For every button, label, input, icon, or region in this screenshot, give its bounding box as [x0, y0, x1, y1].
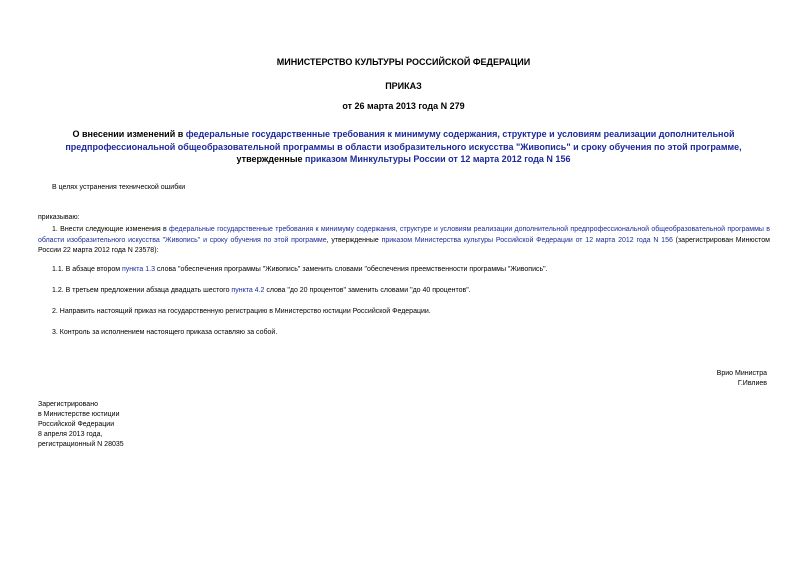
date-number-heading: от 26 марта 2013 года N 279 — [342, 101, 465, 111]
item-1-1-prefix: 1.1. В абзаце втором — [52, 266, 122, 273]
signature-block — [717, 369, 767, 389]
item-1-1-paragraph — [52, 265, 548, 275]
item-1-2-link[interactable]: пункта 4.2 — [231, 287, 265, 294]
item-1-2-paragraph — [52, 286, 471, 296]
item-1-prefix: 1. Внести следующие изменения в — [52, 226, 170, 233]
order-word: приказываю: — [38, 214, 80, 221]
title-order-link[interactable]: приказом Минкультуры России от 12 марта 2012 года N 156 — [305, 154, 571, 164]
signature-name: Г.Ивлиев — [737, 380, 767, 387]
document-type-heading: ПРИКАЗ — [385, 81, 422, 91]
document-title — [62, 128, 745, 166]
item-3-paragraph: 3. Контроль за исполнением настоящего приказа оставляю за собой. — [52, 329, 278, 336]
item-1-2-suffix: слова "до 20 процентов" заменить словами "до 40 процентов". — [264, 287, 471, 294]
item-1-order-link[interactable]: приказом Министерства культуры Российской Федерации от 12 марта 2012 года N 156 — [381, 236, 673, 244]
item-1-approved: , утвержденные — [326, 236, 382, 244]
registration-line-3: Российской Федерации — [38, 421, 115, 428]
item-1-requirements-link[interactable]: федеральные государственные требования к минимуму содержания, структуре и условиям реализации дополнительной предпрофессиональной общеобразовательной программы в области изобразительного искусства "Живопись" и сроку обучения по этой программе — [38, 226, 770, 244]
registration-line-4: 8 апреля 2013 года, — [38, 431, 103, 438]
title-prefix: О внесении изменений в — [72, 129, 186, 139]
item-2-paragraph: 2. Направить настоящий приказ на государственную регистрацию в Министерство юстиции Российской Федерации. — [52, 308, 431, 315]
title-requirements-link[interactable]: федеральные государственные требования к минимуму содержания, структуре и условиям реализации дополнительной предпрофессиональной общеобразовательной программы в области изобразительного искусства "Живопись" и сроку обучения по этой программе, — [65, 129, 742, 152]
item-1-suffix: (зарегистрирован Минюстом России 22 марта 2012 года N 23578): — [38, 236, 770, 254]
signature-position: Врио Министра — [716, 370, 767, 377]
registration-block — [38, 400, 124, 450]
item-1-1-suffix: слова "обеспечения программы "Живопись" заменить словами "обеспечения преемственности программы "Живопись". — [154, 266, 548, 273]
title-approved: утвержденные — [236, 154, 306, 164]
item-1-paragraph — [38, 225, 770, 257]
purpose-text: В целях устранения технической ошибки — [52, 184, 186, 191]
item-1-2-prefix: 1.2. В третьем предложении абзаца двадцать шестого — [52, 287, 232, 294]
registration-line-5: регистрационный N 28035 — [38, 441, 124, 448]
ministry-heading: МИНИСТЕРСТВО КУЛЬТУРЫ РОССИЙСКОЙ ФЕДЕРАЦИИ — [276, 57, 531, 67]
registration-line-1: Зарегистрировано — [38, 401, 98, 408]
registration-line-2: в Министерстве юстиции — [38, 411, 120, 418]
item-1-1-link[interactable]: пункта 1.3 — [121, 266, 155, 273]
